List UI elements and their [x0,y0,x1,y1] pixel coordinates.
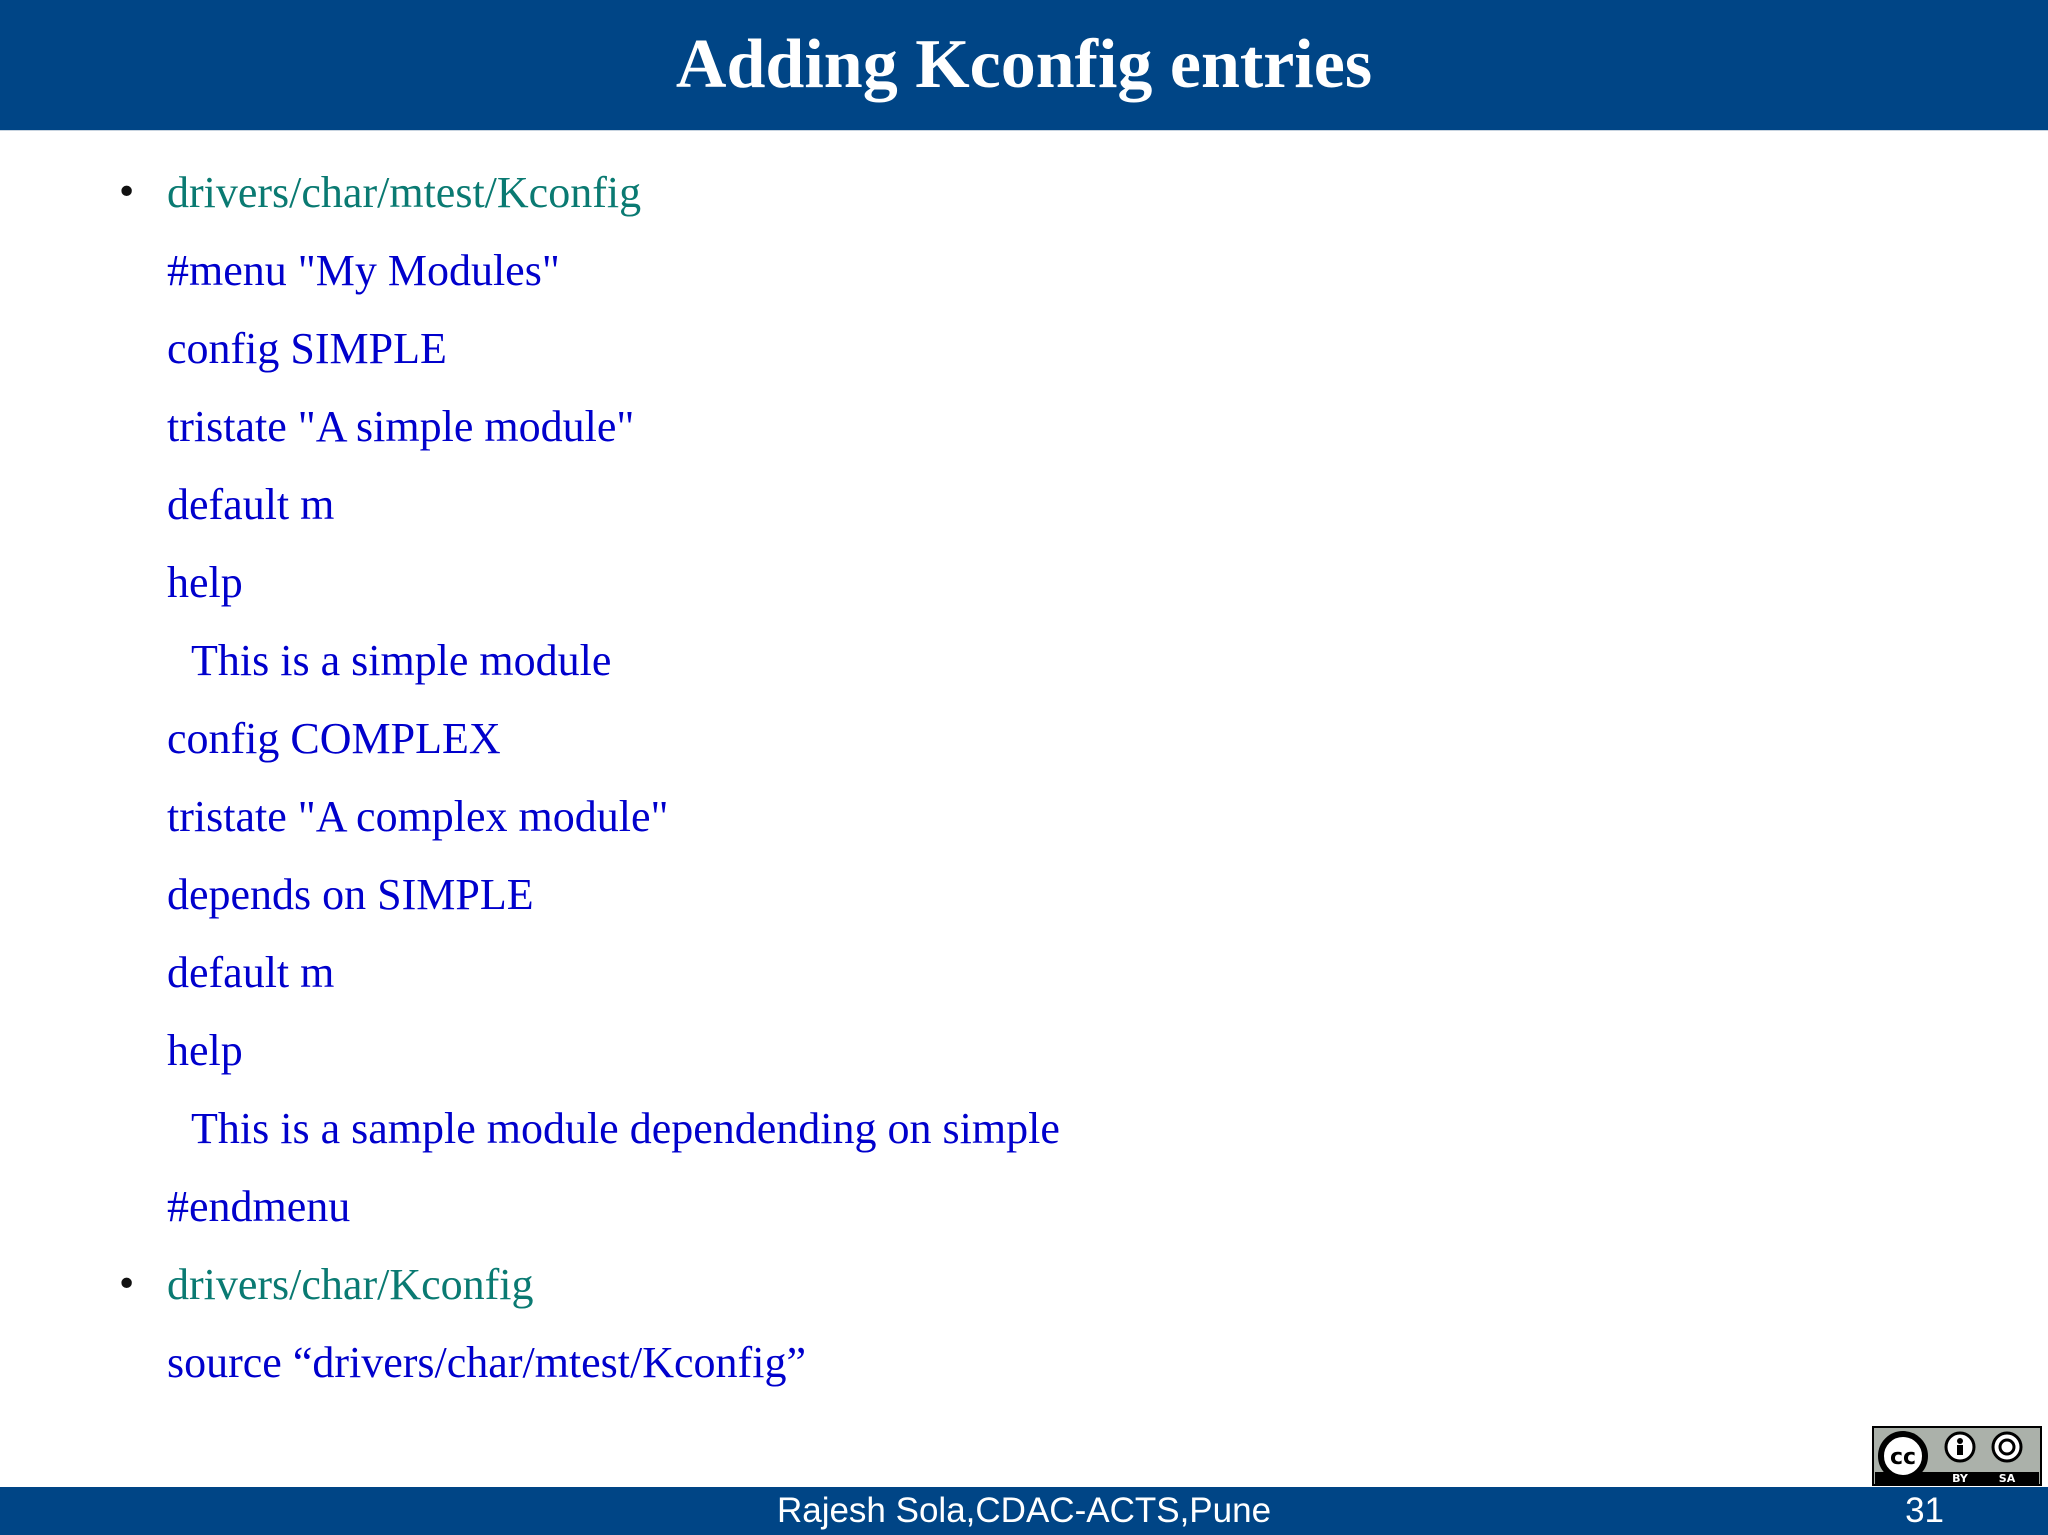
code-line: source “drivers/char/mtest/Kconfig” [167,1338,806,1387]
bullet-icon: • [116,1264,138,1305]
kconfig-path: drivers/char/Kconfig [167,1260,534,1309]
code-line: tristate "A complex module" [167,792,669,841]
slide-footer [0,1487,2048,1535]
svg-text:cc: cc [1889,1445,1917,1470]
code-line: default m [167,480,335,529]
creative-commons-by-sa-icon [1872,1426,2042,1486]
code-line: help [167,558,243,607]
code-line: help [167,1026,243,1075]
code-line: depends on SIMPLE [167,870,534,919]
code-line: This is a sample module dependending on simple [191,1104,1060,1153]
code-line: config SIMPLE [167,324,447,373]
license-label: BY [1952,1472,1968,1485]
page-number: 31 [1905,1491,1944,1530]
footer-author: Rajesh Sola,CDAC-ACTS,Pune [776,1491,1272,1530]
license-label: SA [1998,1472,2016,1485]
code-line: default m [167,948,335,997]
bullet-icon: • [116,172,138,213]
code-line: #menu "My Modules" [167,246,560,295]
kconfig-path: drivers/char/mtest/Kconfig [167,168,642,217]
code-line: This is a simple module [191,636,612,685]
code-line: #endmenu [167,1182,351,1231]
code-line: config COMPLEX [167,714,501,763]
slide-title: Adding Kconfig entries [675,26,1373,103]
code-line: tristate "A simple module" [167,402,635,451]
